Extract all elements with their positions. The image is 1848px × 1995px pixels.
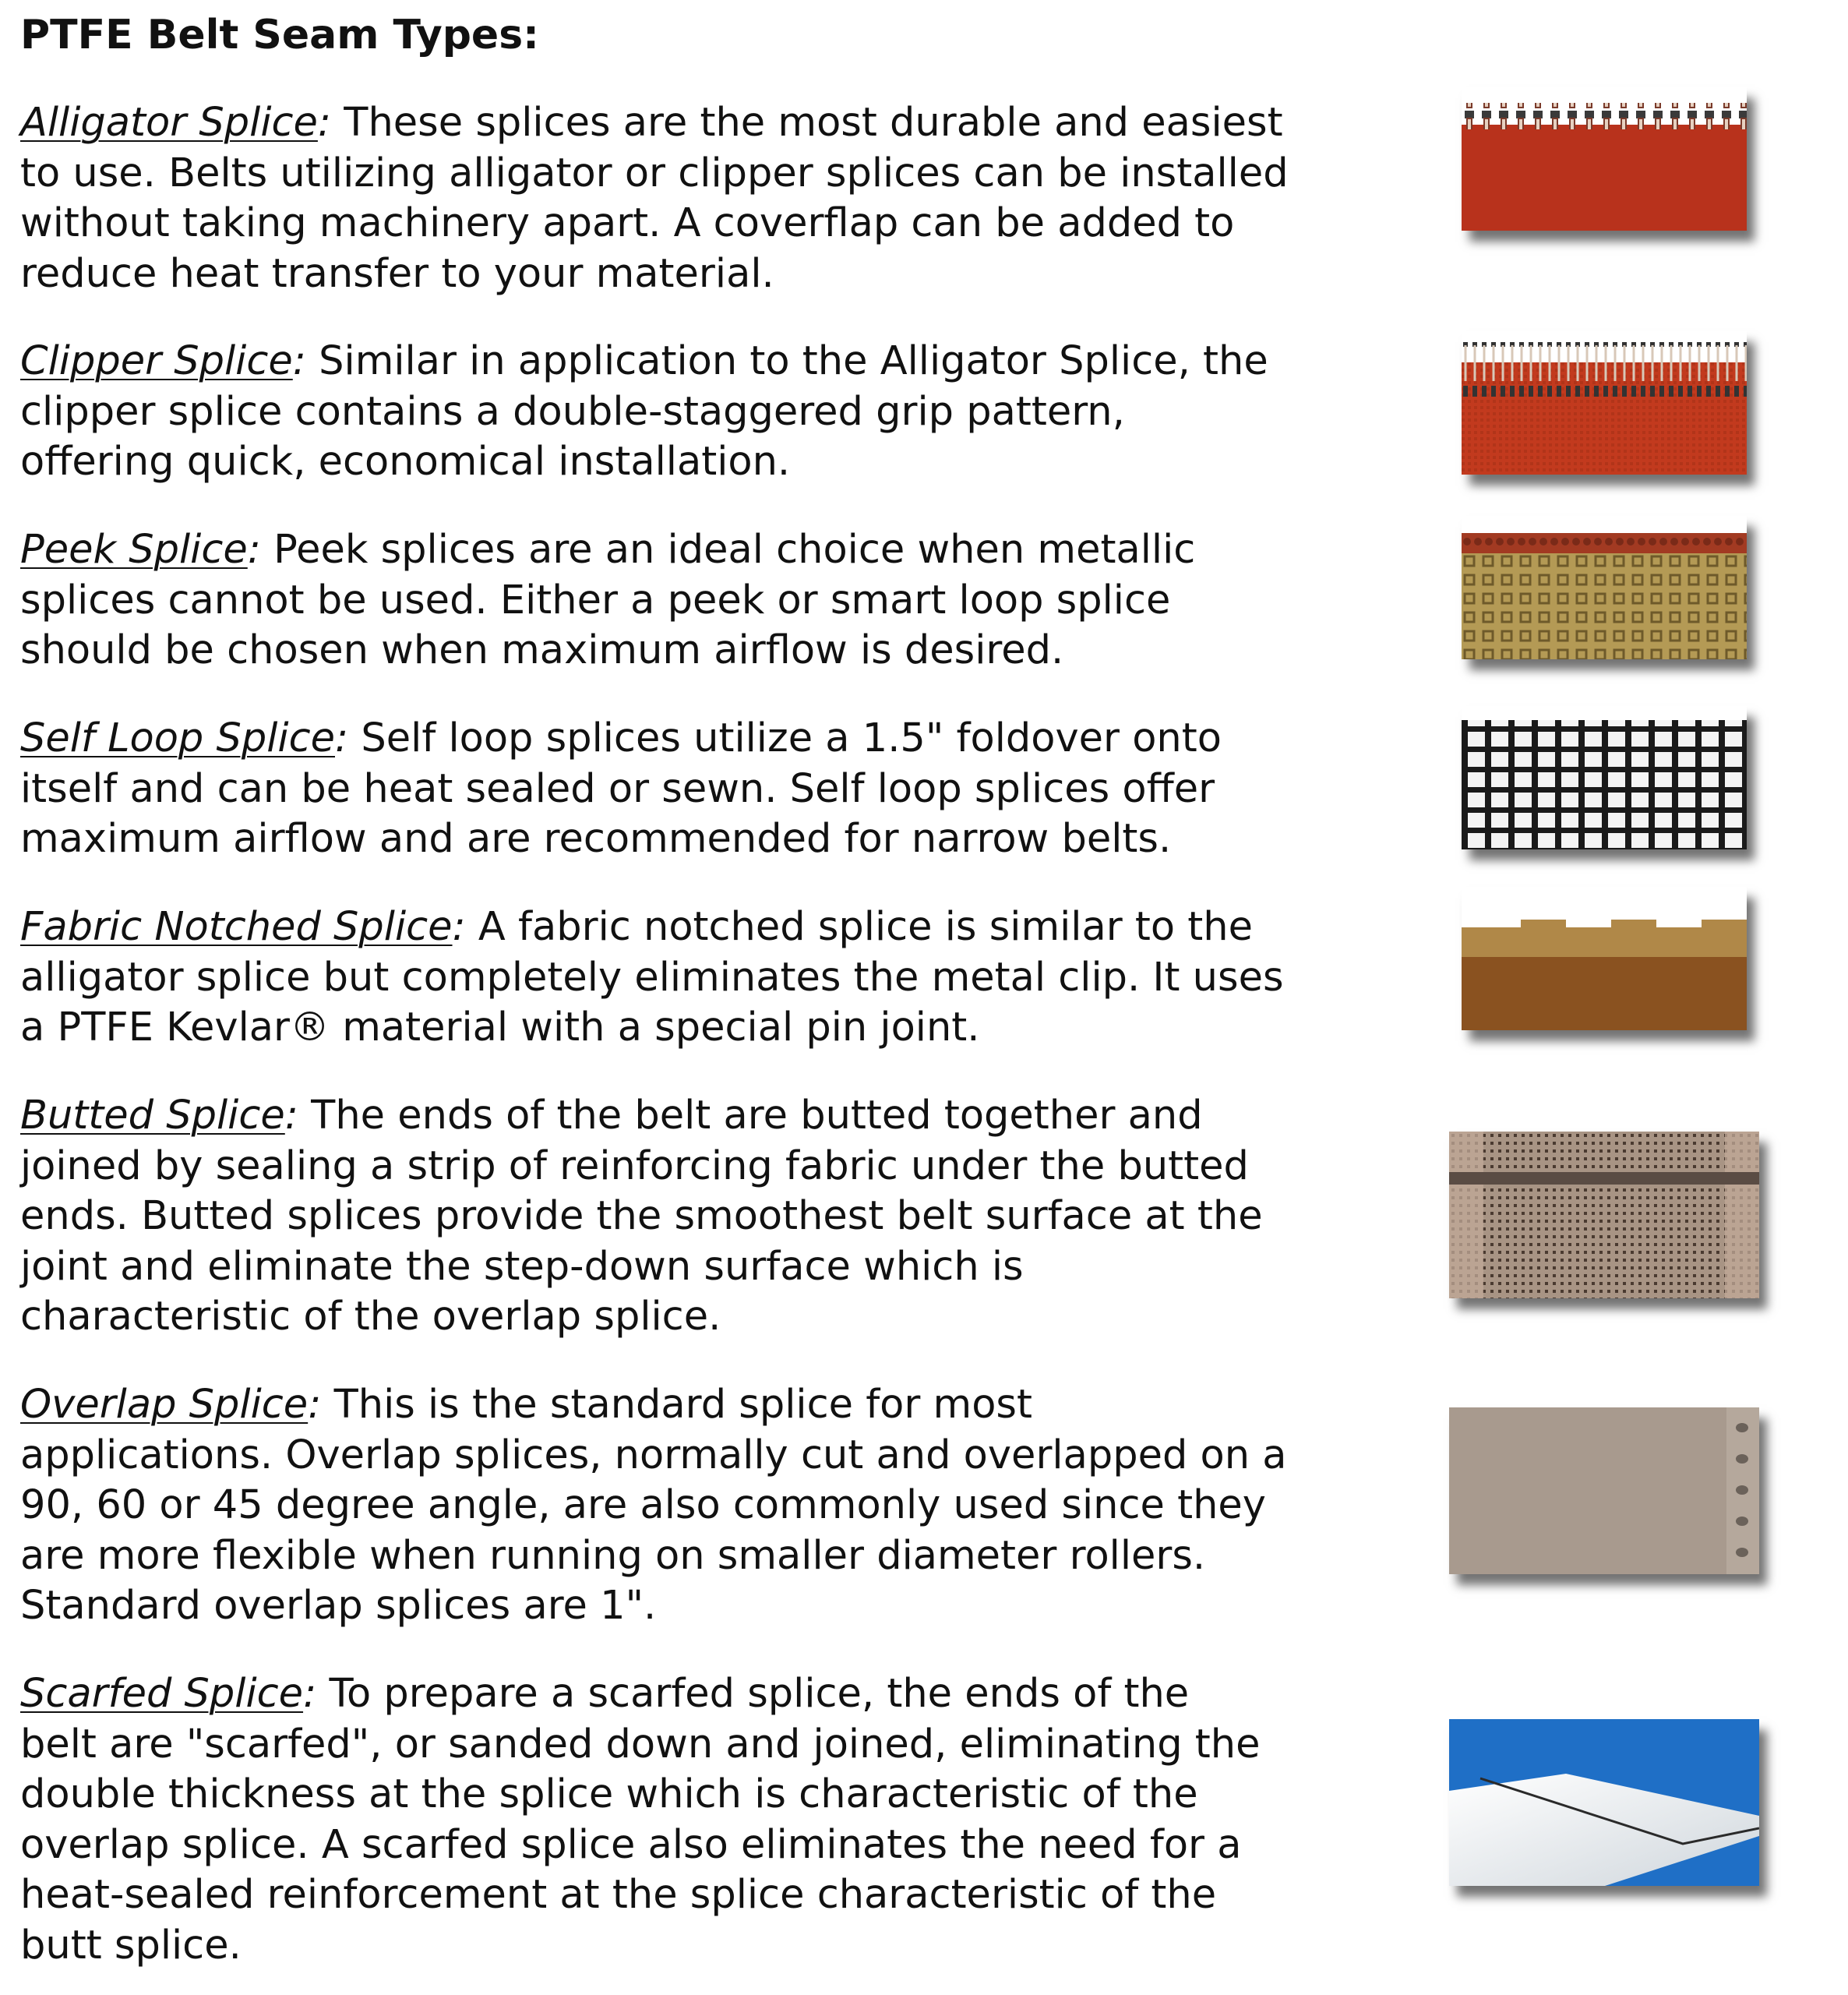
term-label: Scarfed Splice: [20, 1671, 317, 1717]
overlap-splice-image [1449, 1407, 1759, 1574]
self-loop-splice-image [1462, 706, 1747, 849]
peek-splice-entry [20, 525, 1345, 676]
scarfed-splice-image [1449, 1719, 1759, 1886]
term-description: Peek splices are an ideal choice when metallic splices cannot be used. Either a peek or smart loop splice should be chosen when maximum airflow is desired. [20, 527, 1196, 673]
self-loop-splice-entry [20, 714, 1345, 865]
scarfed-splice-entry [20, 1669, 1345, 1971]
term-description: This is the standard splice for most applications. Overlap splices, normally cut and overlapped on a 90, 60 or 45 degree angle, are also commonly used since they are more flexible when running on smaller diameter rollers. Standard overlap splices are 1". [20, 1382, 1287, 1629]
overlap-splice-entry [20, 1380, 1345, 1632]
alligator-splice-image [1462, 87, 1747, 231]
term-label: Alligator Splice: [20, 100, 332, 146]
butted-splice-image [1449, 1132, 1759, 1298]
clipper-splice-entry [20, 337, 1345, 488]
term-label: Self Loop Splice: [20, 715, 349, 761]
term-description: Similar in application to the Alligator Splice, the clipper splice contains a double-staggered grip pattern, offering quick, economical installation. [20, 338, 1268, 485]
term-description: To prepare a scarfed splice, the ends of the belt are "scarfed", or sanded down and joined, eliminating the double thickness at the splice which is characteristic of the overlap splice. A scarfed splice also eliminates the need for a heat-sealed reinforcement at the splice characteristic of the butt splice. [20, 1671, 1261, 1969]
term-description: A fabric notched splice is similar to the alligator splice but completely eliminates the metal clip. It uses a PTFE Kevlar® material with a special pin joint. [20, 904, 1284, 1050]
fabric-notched-splice-image [1462, 887, 1747, 1030]
term-description: Self loop splices utilize a 1.5" foldover onto itself and can be heat sealed or sewn. Self loop splices offer maximum airflow and are recommended for narrow belts. [20, 715, 1222, 862]
butted-splice-entry [20, 1091, 1345, 1343]
peek-splice-image [1462, 516, 1747, 659]
clipper-splice-image [1462, 331, 1747, 475]
term-label: Fabric Notched Splice: [20, 904, 466, 950]
term-label: Clipper Splice: [20, 338, 306, 384]
term-label: Butted Splice: [20, 1093, 298, 1139]
term-description: The ends of the belt are butted together and joined by sealing a strip of reinforcing fabric under the butted ends. Butted splices provide the smoothest belt surface at the joint and eliminate the step-down surface which is characteristic of the overlap splice. [20, 1093, 1263, 1340]
fabric-notched-splice-entry [20, 902, 1345, 1054]
page-title: PTFE Belt Seam Types: [20, 12, 539, 58]
term-label: Peek Splice: [20, 527, 261, 573]
term-description: These splices are the most durable and easiest to use. Belts utilizing alligator or clipper splices can be installed without taking machinery apart. A coverflap can be added to reduce heat transfer to your material. [20, 100, 1289, 297]
term-label: Overlap Splice: [20, 1382, 322, 1428]
alligator-splice-entry [20, 98, 1345, 299]
